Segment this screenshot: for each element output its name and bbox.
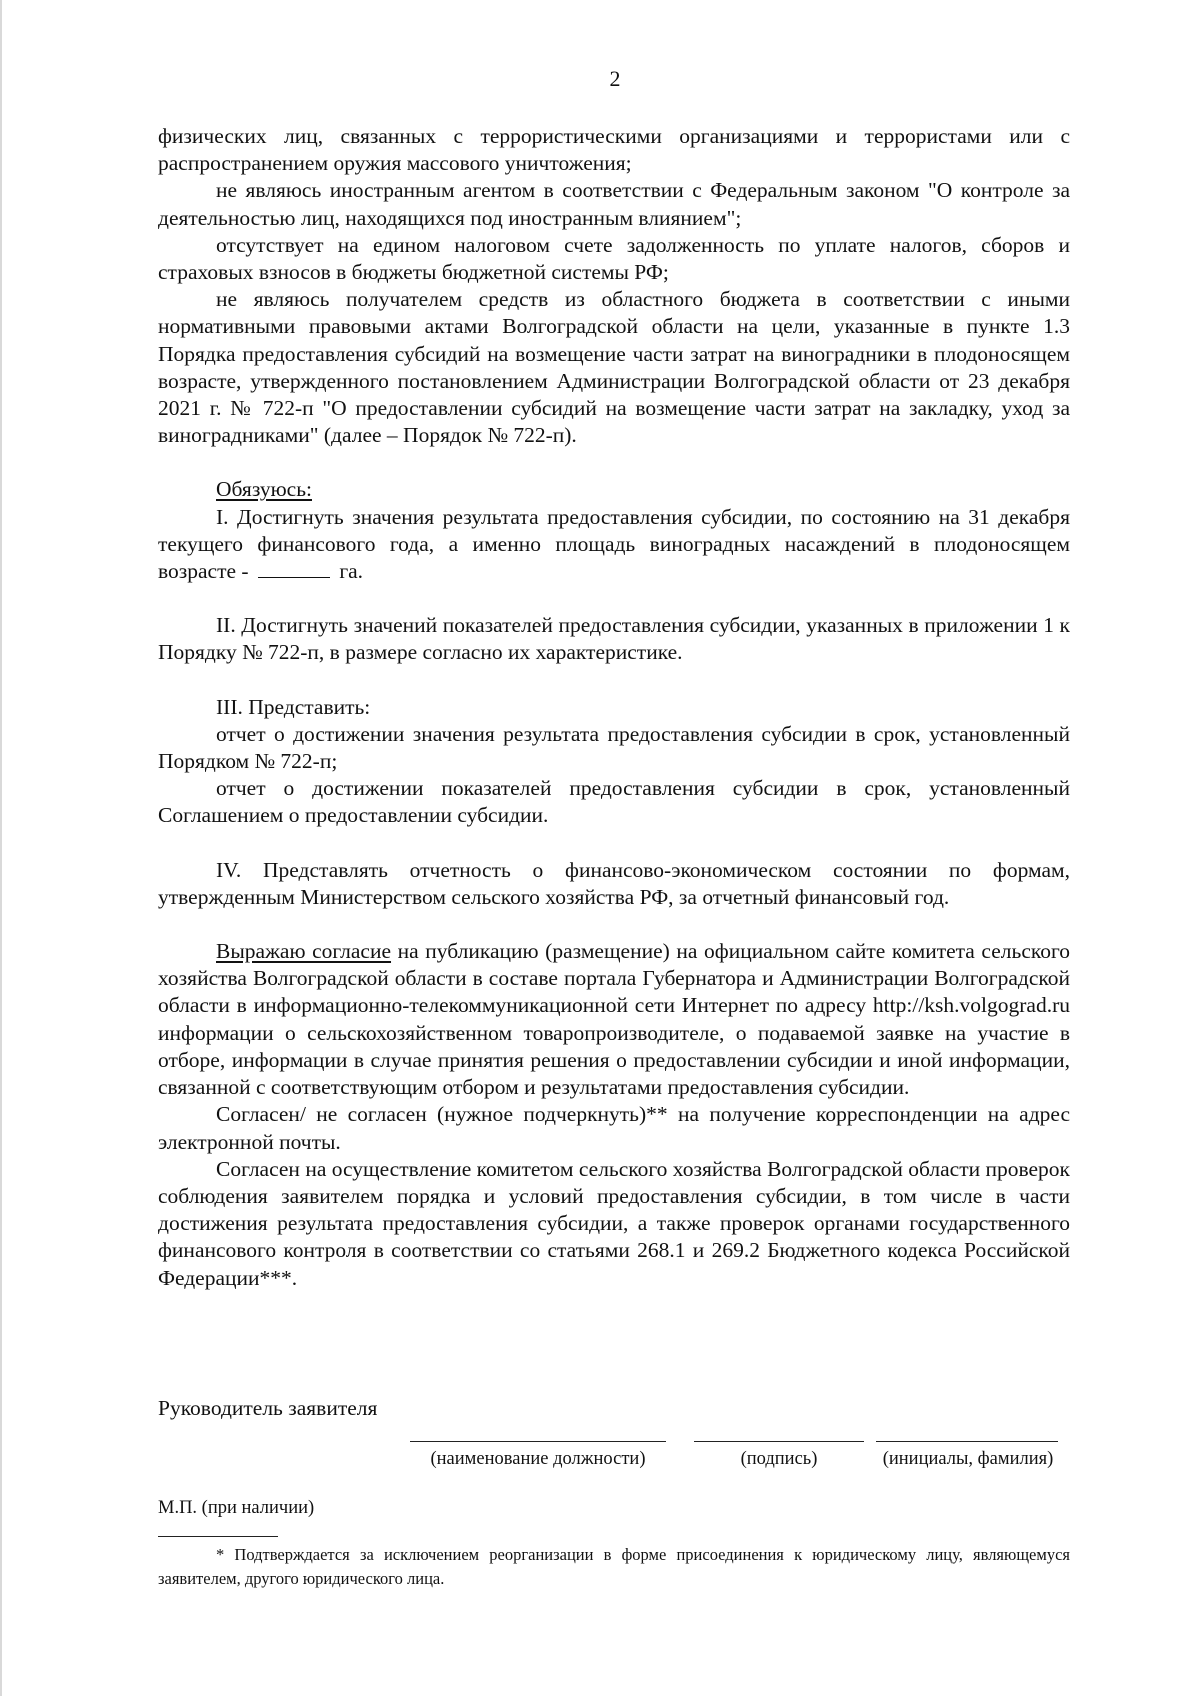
paragraph-tax-debt: отсутствует на едином налоговом счете задолженность по уплате налогов, сборов и страховых взносов в бюджеты бюджетной системы РФ; bbox=[158, 232, 1070, 285]
position-caption: (наименование должности) bbox=[430, 1449, 646, 1469]
area-blank-field bbox=[258, 559, 330, 578]
obligation-item-1-text: I. Достигнуть значения результата предоставления субсидии, по состоянию на 31 декабря текущего финансового года, а именно площадь виноградных насаждений в плодоносящем возрасте - bbox=[158, 504, 1070, 584]
position-signature-line bbox=[410, 1441, 666, 1442]
body-text bbox=[158, 123, 1070, 1292]
name-caption: (инициалы, фамилия) bbox=[882, 1449, 1054, 1469]
paragraph-terrorism: физических лиц, связанных с террористическими организациями и террористами или с распространением оружия массового уничтожения; bbox=[158, 124, 1070, 176]
spacer bbox=[158, 667, 1070, 694]
page-number: 2 bbox=[609, 66, 621, 91]
name-signature-line bbox=[876, 1441, 1058, 1442]
paragraph-foreign-agent: не являюсь иностранным агентом в соответствии с Федеральным законом "О контроле за деятельностью лиц, находящихся под иностранным влиянием"; bbox=[158, 178, 1070, 230]
consent-inspections: Согласен на осуществление комитетом сельского хозяйства Волгоградской области проверок соблюдения заявителем порядка и условий предоставления субсидии, в том числе в части достижения результата предоставления субсидии, а также проверок органами государственного финансового контроля в соответствии со статьями 268.1 и 269.2 Бюджетного кодекса Российской Федерации***. bbox=[158, 1156, 1070, 1290]
signature-caption: (подпись) bbox=[740, 1449, 818, 1469]
obligation-item-3a: отчет о достижении значения результата предоставления субсидии в срок, установленный Порядком № 722-п; bbox=[158, 721, 1070, 774]
paragraph-budget-funds: не являюсь получателем средств из областного бюджета в соответствии с иными нормативными правовыми актами Волгоградской области на цели, указанные в пункте 1.3 Порядка предоставления субсидий на возмещение части затрат на виноградники в плодоносящем возрасте, утвержденного постановлением Администрации Волгоградской области от 23 декабря 2021 г. № 722-п "О предоставлении субсидий на возмещение части затрат на закладку, уход за виноградниками" (далее – Порядок № 722-п). bbox=[158, 287, 1070, 448]
consent-publication bbox=[158, 938, 1070, 1101]
obligation-item-4: IV. Представлять отчетность о финансово-экономическом состоянии по формам, утвержденным Министерством сельского хозяйства РФ, за отчетный финансовый год. bbox=[158, 857, 1070, 909]
stamp-note: М.П. (при наличии) bbox=[158, 1498, 315, 1518]
consent-publication-lead: Выражаю согласие bbox=[216, 939, 392, 964]
spacer bbox=[158, 911, 1070, 938]
obligation-item-1 bbox=[158, 504, 1070, 586]
footnote-rule bbox=[158, 1536, 278, 1537]
spacer bbox=[158, 585, 1070, 612]
signature-line bbox=[694, 1441, 864, 1442]
head-label: Руководитель заявителя bbox=[158, 1396, 378, 1420]
obligation-item-2: II. Достигнуть значений показателей предоставления субсидии, указанных в приложении 1 к Порядку № 722-п, в размере согласно их характеристике. bbox=[158, 613, 1070, 665]
consent-publication-text: на публикацию (размещение) на официальном сайте комитета сельского хозяйства Волгоградской области в составе портала Губернатора и Администрации Волгоградской области в информационно-телекоммуникационной сети Интернет по адресу http://ksh.volgograd.ru информации о сельскохозяйственном товаропроизводителе, о подаваемой заявке на участие в отборе, информации в случае принятия решения о предоставлении субсидии и иной информации, связанной с соответствующим отбором и результатами предоставления субсидии. bbox=[158, 939, 1070, 1100]
consent-email: Согласен/ не согласен (нужное подчеркнуть)** на получение корреспонденции на адрес электронной почты. bbox=[158, 1102, 1070, 1154]
obligation-item-3b: отчет о достижении показателей предоставления субсидии в срок, установленный Соглашением о предоставлении субсидии. bbox=[158, 776, 1070, 828]
obligations-heading bbox=[158, 476, 1070, 503]
scan-edge bbox=[0, 0, 2, 1696]
spacer bbox=[158, 830, 1070, 857]
obligation-item-3-heading: III. Представить: bbox=[216, 694, 371, 719]
spacer bbox=[158, 449, 1070, 476]
area-unit: га. bbox=[339, 559, 364, 584]
obligations-heading-text: Обязуюсь: bbox=[216, 477, 312, 502]
footnote: * Подтверждается за исключением реорганизации в форме присоединения к юридическому лицу, являющемуся заявителем, другого юридического лица. bbox=[158, 1545, 1070, 1588]
